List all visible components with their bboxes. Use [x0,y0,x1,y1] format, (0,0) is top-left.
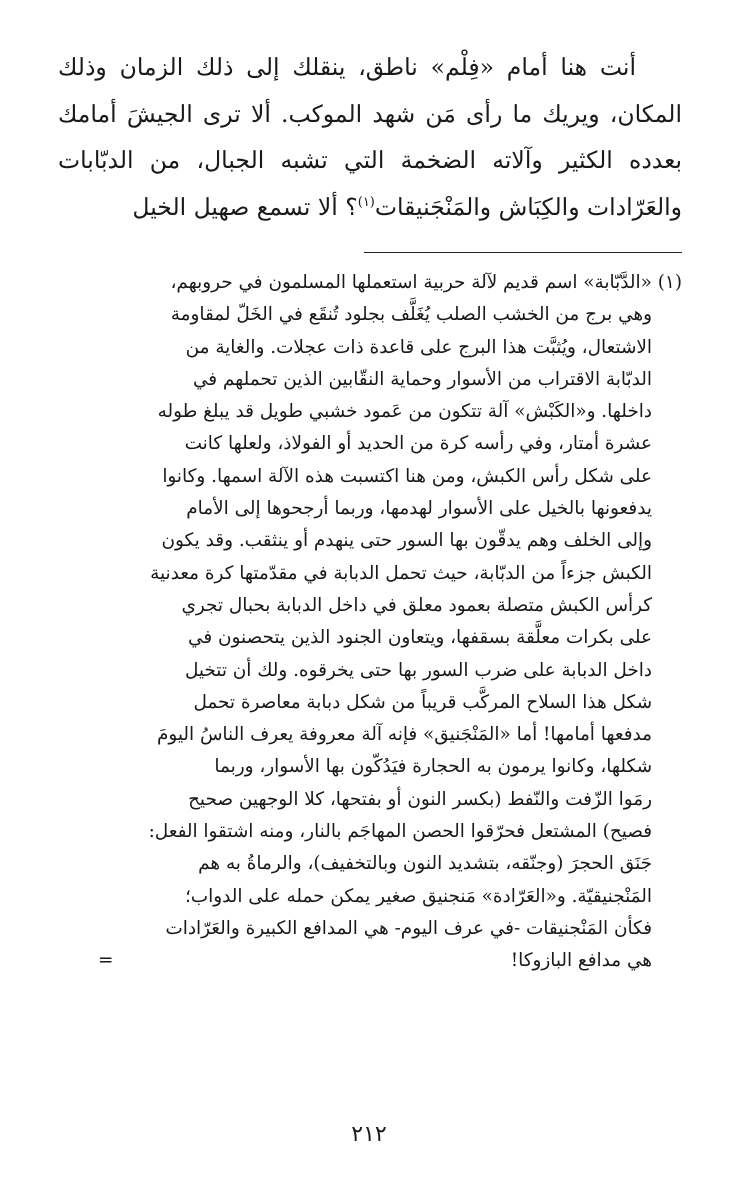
footnote-reference[interactable]: (١) [357,194,375,210]
footnote-line: شكلها، وكانوا يرمون به الحجارة فيَدُكّون بها الأسوار، وربما [214,756,652,778]
footnote-line: وهي برج من الخشب الصلب يُغَلَّف بجلود تُنقَع في الخَلّ لمقاومة [170,304,652,326]
footnote-line: جَنَق الحجرَ (وجنّقه، بتشديد النون وبالتخفيف)، والرماةُ به هم [198,853,652,875]
footnote-line: رمَوا الزّفت والنّفط (بكسر النون أو بفتحها، كلا الوجهين صحيح [188,788,652,810]
footnote-line: فصيح) المشتعل فحرّقوا الحصن المهاجَم بالنار، ومنه اشتقوا الفعل: [148,821,652,843]
footnote-line: على بكرات معلَّقة بسقفها، ويتعاون الجنود الذين يتحصنون في [187,627,652,649]
footnote-last-text: هي مدافع البازوكا! [510,950,652,972]
page-number: ٢١٢ [351,1122,387,1147]
footnote [58,267,682,978]
main-line-3: بعدده الكثير وآلاته الضخمة التي تشبه الجبال، من الدبّابات [58,146,682,174]
main-line-1: أنت هنا أمام «فِلْم» ناطق، ينقلك إلى ذلك الزمان وذلك [58,53,636,81]
footnote-line: داخل الدبابة على ضرب السور بها حتى يخرقوه. ولك أن تتخيل [184,659,652,681]
footnote-line: المَنْجنيقيّة. و«العَرّادة» مَنجنيق صغير يمكن حمله على الدواب؛ [184,885,652,907]
footnote-divider [364,252,682,253]
footnote-line: على شكل رأس الكبش، ومن هنا اكتسبت هذه الآلة اسمها. وكانوا [162,465,652,487]
footnote-line [58,267,682,299]
main-line-2: المكان، ويريك ما رأى مَن شهد الموكب. ألا ترى الجيشَ أمامك [58,99,682,128]
footnote-line: شكل هذا السلاح المركَّب قريباً من شكل دبابة معاصرة تحمل [193,691,652,713]
footnote-line: وإلى الخلف وهم يدقّون بها السور حتى ينهدم أو ينثقب. وقد يكون [161,530,652,552]
main-line-4-tail: ؟ ألا تسمع صهيل الخيل [132,192,358,221]
footnote-line: الاشتعال، ويُثبَّت هذا البرج على قاعدة ذات عجلات. والغاية من [185,336,652,358]
footnote-line: الدبّابة الاقتراب من الأسوار وحماية النقّابين الذين تحملهم في [192,368,652,390]
footnote-line: يدفعونها بالخيل على الأسوار لهدمها، وربما أرجحوها إلى الأمام [186,498,652,520]
footnote-line: عشرة أمتار، وفي رأسه كرة من الحديد أو الفولاذ، ولعلها كانت [184,433,652,455]
main-paragraph [58,44,682,230]
footnote-last-line [58,945,682,977]
footnote-line: فكأن المَنْجنيقات -في عرف اليوم- هي المدافع الكبيرة والعَرّادات [165,917,652,939]
footnote-line: كرأس الكبش متصلة بعمود معلق في داخل الدبابة بحبال تجري [181,594,652,616]
footnote-line: داخلها. و«الكَبْش» آلة تتكون من عَمود خشبي طويل قد يبلغ طوله [157,401,652,423]
footnote-line: الكبش جزءاً من الدبّابة، حيث تحمل الدبابة في مقدّمتها كرة معدنية [150,562,652,584]
main-line-4: والعَرّادات والكِبَاش والمَنْجَنيقات [374,192,682,221]
footnote-text: «الدَّبّابة» اسم قديم لآلة حربية استعملها المسلمون في حروبهم، [170,272,652,293]
footnote-number: (١) [657,272,682,293]
footnote-line: مدفعها أمامها! أما «المَنْجَنيق» فإنه آلة معروفة يعرف الناسُ اليومَ [156,724,652,746]
continuation-mark: = [98,950,114,972]
